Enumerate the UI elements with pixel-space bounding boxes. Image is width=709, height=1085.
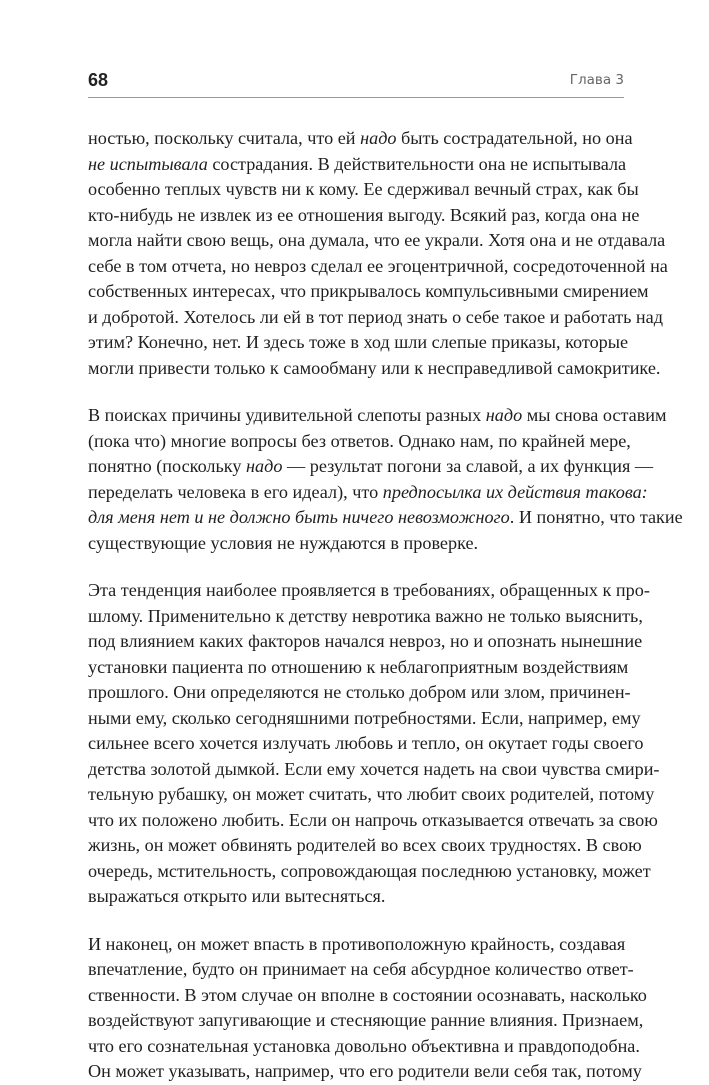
text-line: [88, 932, 624, 958]
text-line: [88, 655, 629, 681]
text-run: выражаться открыто или вытесняться.: [88, 886, 386, 906]
page-number: 68: [88, 70, 109, 90]
text-line: [88, 983, 647, 1009]
text-run: шлому. Применительно к детству невротика важно не только выяснить,: [88, 605, 643, 626]
text-run: мы снова оставим: [522, 405, 667, 425]
paragraph: [88, 126, 668, 381]
text-line: [88, 884, 624, 910]
text-line: [88, 429, 631, 455]
italic-text: предпосылка их действия такова:: [382, 481, 648, 502]
text-run: понятно (поскольку: [88, 456, 247, 476]
text-run: сострадания. В действительности она не испытывала: [207, 153, 627, 174]
paragraph-gap: [88, 910, 624, 932]
text-run: — результат погони за славой, а их функция —: [282, 456, 654, 476]
text-run: быть сострадательной, но она: [396, 128, 633, 148]
text-run: что его сознательная установка довольно объективна и правдоподобна.: [88, 1035, 640, 1056]
text-line: [88, 578, 650, 604]
text-run: собственных интересах, что прикрывалось компульсивными смирением: [88, 281, 649, 301]
text-line: [88, 505, 683, 531]
text-run: жизнь, он может обвинять родителей во всех своих трудностях. В свою: [88, 835, 642, 855]
text-run: себе в том отчета, но невроз сделал ее эгоцентричной, сосредоточенной на: [88, 255, 668, 276]
italic-text: не испытывала: [88, 153, 208, 174]
text-run: прошлого. Они определяются не столько добром или злом, причинен-: [88, 682, 631, 702]
text-line: [88, 731, 644, 757]
text-run: (пока что) многие вопросы без ответов. Однако нам, по крайней мере,: [88, 430, 631, 451]
text-line: [88, 203, 640, 229]
text-line: [88, 403, 667, 429]
text-line: [88, 480, 648, 506]
paragraph: [88, 578, 660, 910]
text-line: [88, 330, 629, 356]
text-run: И наконец, он может впасть в противоположную крайность, создавая: [88, 933, 626, 954]
text-line: [88, 706, 641, 732]
text-run: ными ему, сколько сегодняшними потребностями. Если, например, ему: [88, 707, 641, 728]
text-line: [88, 177, 639, 203]
text-run: ностью, поскольку считала, что ей: [88, 128, 361, 148]
paragraph: [88, 932, 647, 1085]
text-run: ственности. В этом случае он вполне в состоянии осознавать, насколько: [88, 984, 647, 1005]
text-run: могли привести только к самообману или к несправедливой самокритике.: [88, 357, 661, 378]
text-run: переделать человека в его идеал), что: [88, 481, 383, 502]
text-line: [88, 126, 633, 152]
paragraph-gap: [88, 556, 624, 578]
text-line: [88, 1034, 640, 1060]
text-run: кто-нибудь не извлек из ее отношения выгоду. Всякий раз, когда она не: [88, 204, 640, 225]
header-divider: [88, 97, 624, 98]
text-run: тельную рубашку, он может считать, что любит своих родителей, потому: [88, 784, 655, 804]
text-line: [88, 279, 649, 305]
text-run: сильнее всего хочется излучать любовь и тепло, он окутает годы своего: [88, 733, 644, 753]
text-line: [88, 833, 642, 859]
text-line: [88, 859, 651, 885]
text-line: [88, 680, 631, 706]
text-run: очередь, мстительность, сопровождающая последнюю установку, может: [88, 860, 651, 881]
text-run: особенно теплых чувств ни к кому. Ее сдерживал вечный страх, как бы: [88, 179, 639, 199]
chapter-title: Глава 3: [569, 72, 624, 88]
text-line: [88, 1008, 644, 1034]
text-run: . И понятно, что такие: [509, 507, 683, 527]
text-run: воздействуют запугивающие и стесняющие ранние влияния. Признаем,: [88, 1010, 644, 1030]
text-line: [88, 757, 660, 783]
text-line: [88, 531, 624, 557]
text-run: установки пациента по отношению к неблагоприятным воздействиям: [88, 656, 629, 677]
text-line: [88, 356, 661, 382]
text-run: В поисках причины удивительной слепоты разных: [88, 405, 486, 425]
text-line: [88, 228, 666, 254]
text-line: [88, 1059, 642, 1085]
text-run: и добротой. Хотелось ли ей в тот период знать о себе такое и работать над: [88, 306, 663, 327]
text-line: [88, 152, 627, 178]
italic-text: надо: [485, 405, 523, 425]
text-run: детства золотой дымкой. Если ему хочется надеть на свои чувства смири-: [88, 758, 660, 779]
italic-text: для меня нет и не должно быть ничего невозможного: [88, 507, 510, 527]
text-line: [88, 254, 668, 280]
text-line: [88, 604, 643, 630]
text-run: существующие условия не нуждаются в проверке.: [88, 532, 479, 553]
text-line: [88, 305, 663, 331]
text-run: впечатление, будто он принимает на себя абсурдное количество ответ-: [88, 959, 634, 979]
text-run: этим? Конечно, нет. И здесь тоже в ход шли слепые приказы, которые: [88, 332, 629, 352]
italic-text: надо: [246, 456, 283, 476]
text-line: [88, 629, 643, 655]
text-line: [88, 808, 658, 834]
text-run: под влиянием каких факторов начался невроз, но и опознать нынешние: [88, 631, 643, 651]
text-line: [88, 957, 634, 983]
paragraph: [88, 403, 683, 556]
text-run: Эта тенденция наиболее проявляется в требованиях, обращенных к про-: [88, 580, 650, 600]
text-run: что их положено любить. Если он напрочь отказывается отвечать за свою: [88, 809, 658, 830]
italic-text: надо: [360, 128, 397, 148]
running-header: [88, 68, 624, 98]
paragraph-gap: [88, 381, 624, 403]
text-line: [88, 782, 655, 808]
text-line: [88, 454, 654, 480]
text-run: Он может указывать, например, что его родители вели себя так, потому: [88, 1061, 642, 1081]
text-run: могла найти свою вещь, она думала, что ее украли. Хотя она и не отдавала: [88, 230, 666, 250]
body-text: [88, 126, 683, 1085]
